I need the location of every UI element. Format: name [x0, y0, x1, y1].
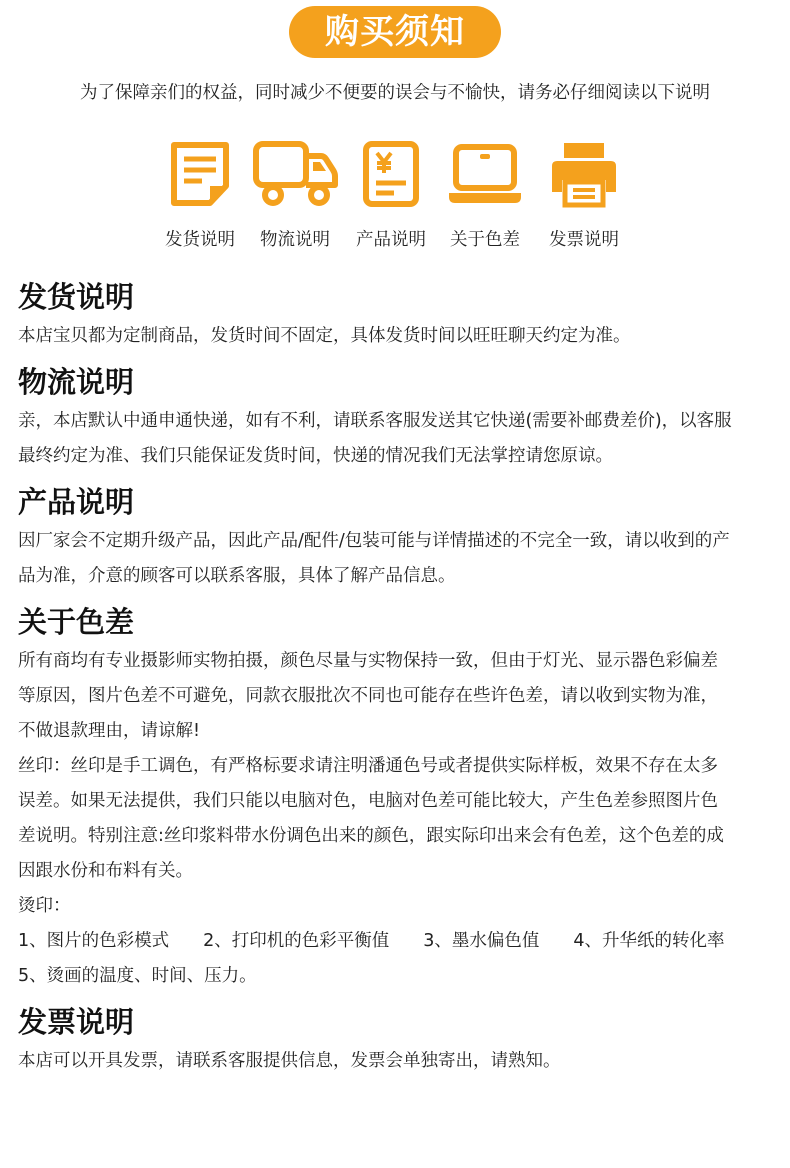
section-text-line: 亲，本店默认中通申通快递，如有不利，请联系客服发送其它快递(需要补邮费差价)，以客服: [18, 411, 732, 431]
nav-tile-shipping: [145, 138, 255, 252]
section-heading-logistics: 物流说明: [18, 365, 135, 399]
section-shipping: [18, 279, 778, 354]
purchase-notice-banner: [289, 6, 501, 58]
section-heading-shipping: 发货说明: [18, 280, 135, 314]
section-text-line: 丝印：丝印是手工调色，有严格标要求请注明潘通色号或者提供实际样板，效果不存在太多: [18, 756, 718, 776]
section-body: [18, 524, 778, 594]
nav-label: 关于色差: [450, 230, 520, 250]
printer-icon: [529, 140, 639, 210]
nav-label: 发票说明: [549, 230, 619, 250]
receipt-yen-icon-graphic: [362, 140, 420, 208]
section-text-line: 误差。如果无法提供，我们只能以电脑对色，电脑对色差可能比较大，产生色差参照图片色: [18, 791, 718, 811]
section-logistics: [18, 364, 778, 474]
section-text-line: 品为准，介意的顾客可以联系客服，具体了解产品信息。: [18, 566, 456, 586]
section-invoice: [18, 1004, 778, 1079]
document-icon: [145, 140, 255, 210]
page-title: 购买须知: [325, 12, 465, 52]
section-text-line: 5、烫画的温度、时间、压力。: [18, 966, 257, 986]
section-text-line: 等原因，图片色差不可避免，同款衣服批次不同也可能存在些许色差，请以收到实物为准，: [18, 686, 718, 706]
section-text-line: 差说明。特别注意:丝印浆料带水份调色出来的颜色，跟实际印出来会有色差，这个色差的成: [18, 826, 724, 846]
nav-label: 产品说明: [356, 230, 426, 250]
section-text-line: 因跟水份和布料有关。: [18, 861, 193, 881]
nav-tile-logistics: [240, 138, 350, 252]
section-body: [18, 1044, 778, 1079]
laptop-icon-graphic: [447, 143, 523, 205]
section-heading-invoice: 发票说明: [18, 1005, 135, 1039]
section-text-line: 烫印：: [18, 896, 71, 916]
truck-icon-graphic: [252, 140, 338, 206]
laptop-icon: [430, 140, 540, 210]
section-text-line: 本店宝贝都为定制商品，发货时间不固定，具体发货时间以旺旺聊天约定为准。: [18, 326, 631, 346]
section-text-line: 因厂家会不定期升级产品，因此产品/配件/包装可能与详情描述的不完全一致，请以收到的产: [18, 531, 730, 551]
section-text-line: 本店可以开具发票，请联系客服提供信息，发票会单独寄出，请熟知。: [18, 1051, 561, 1071]
nav-label: 发货说明: [165, 230, 235, 250]
nav-tile-color-difference: [430, 138, 540, 252]
section-text-line: 所有商均有专业摄影师实物拍摄，颜色尽量与实物保持一致，但由于灯光、显示器色彩偏差: [18, 651, 718, 671]
section-body: [18, 319, 778, 354]
notice-content: [18, 279, 778, 1089]
intro-text: 为了保障亲们的权益，同时减少不便要的误会与不愉快，请务必仔细阅读以下说明: [80, 83, 710, 103]
section-text-line: 不做退款理由，请谅解!: [18, 721, 201, 741]
hot-stamp-factor: 1、图片的色彩模式: [18, 931, 170, 951]
nav-label: 物流说明: [260, 230, 330, 250]
hot-stamp-factor: 4、升华纸的转化率: [573, 931, 725, 951]
section-heading-product: 产品说明: [18, 485, 135, 519]
hot-stamp-factor: 2、打印机的色彩平衡值: [203, 931, 390, 951]
section-heading-color-difference: 关于色差: [18, 605, 135, 639]
printer-icon-graphic: [549, 140, 619, 208]
truck-icon: [240, 140, 350, 210]
section-product: [18, 484, 778, 594]
hot-stamp-factor-list: [18, 924, 778, 959]
document-icon-graphic: [168, 140, 232, 208]
section-text-line: 最终约定为准、我们只能保证发货时间，快递的情况我们无法掌控请您原谅。: [18, 446, 613, 466]
section-color-difference: [18, 604, 778, 994]
section-body: [18, 644, 778, 994]
nav-tile-invoice: [529, 138, 639, 252]
section-body: [18, 404, 778, 474]
hot-stamp-factor: 3、墨水偏色值: [423, 931, 540, 951]
